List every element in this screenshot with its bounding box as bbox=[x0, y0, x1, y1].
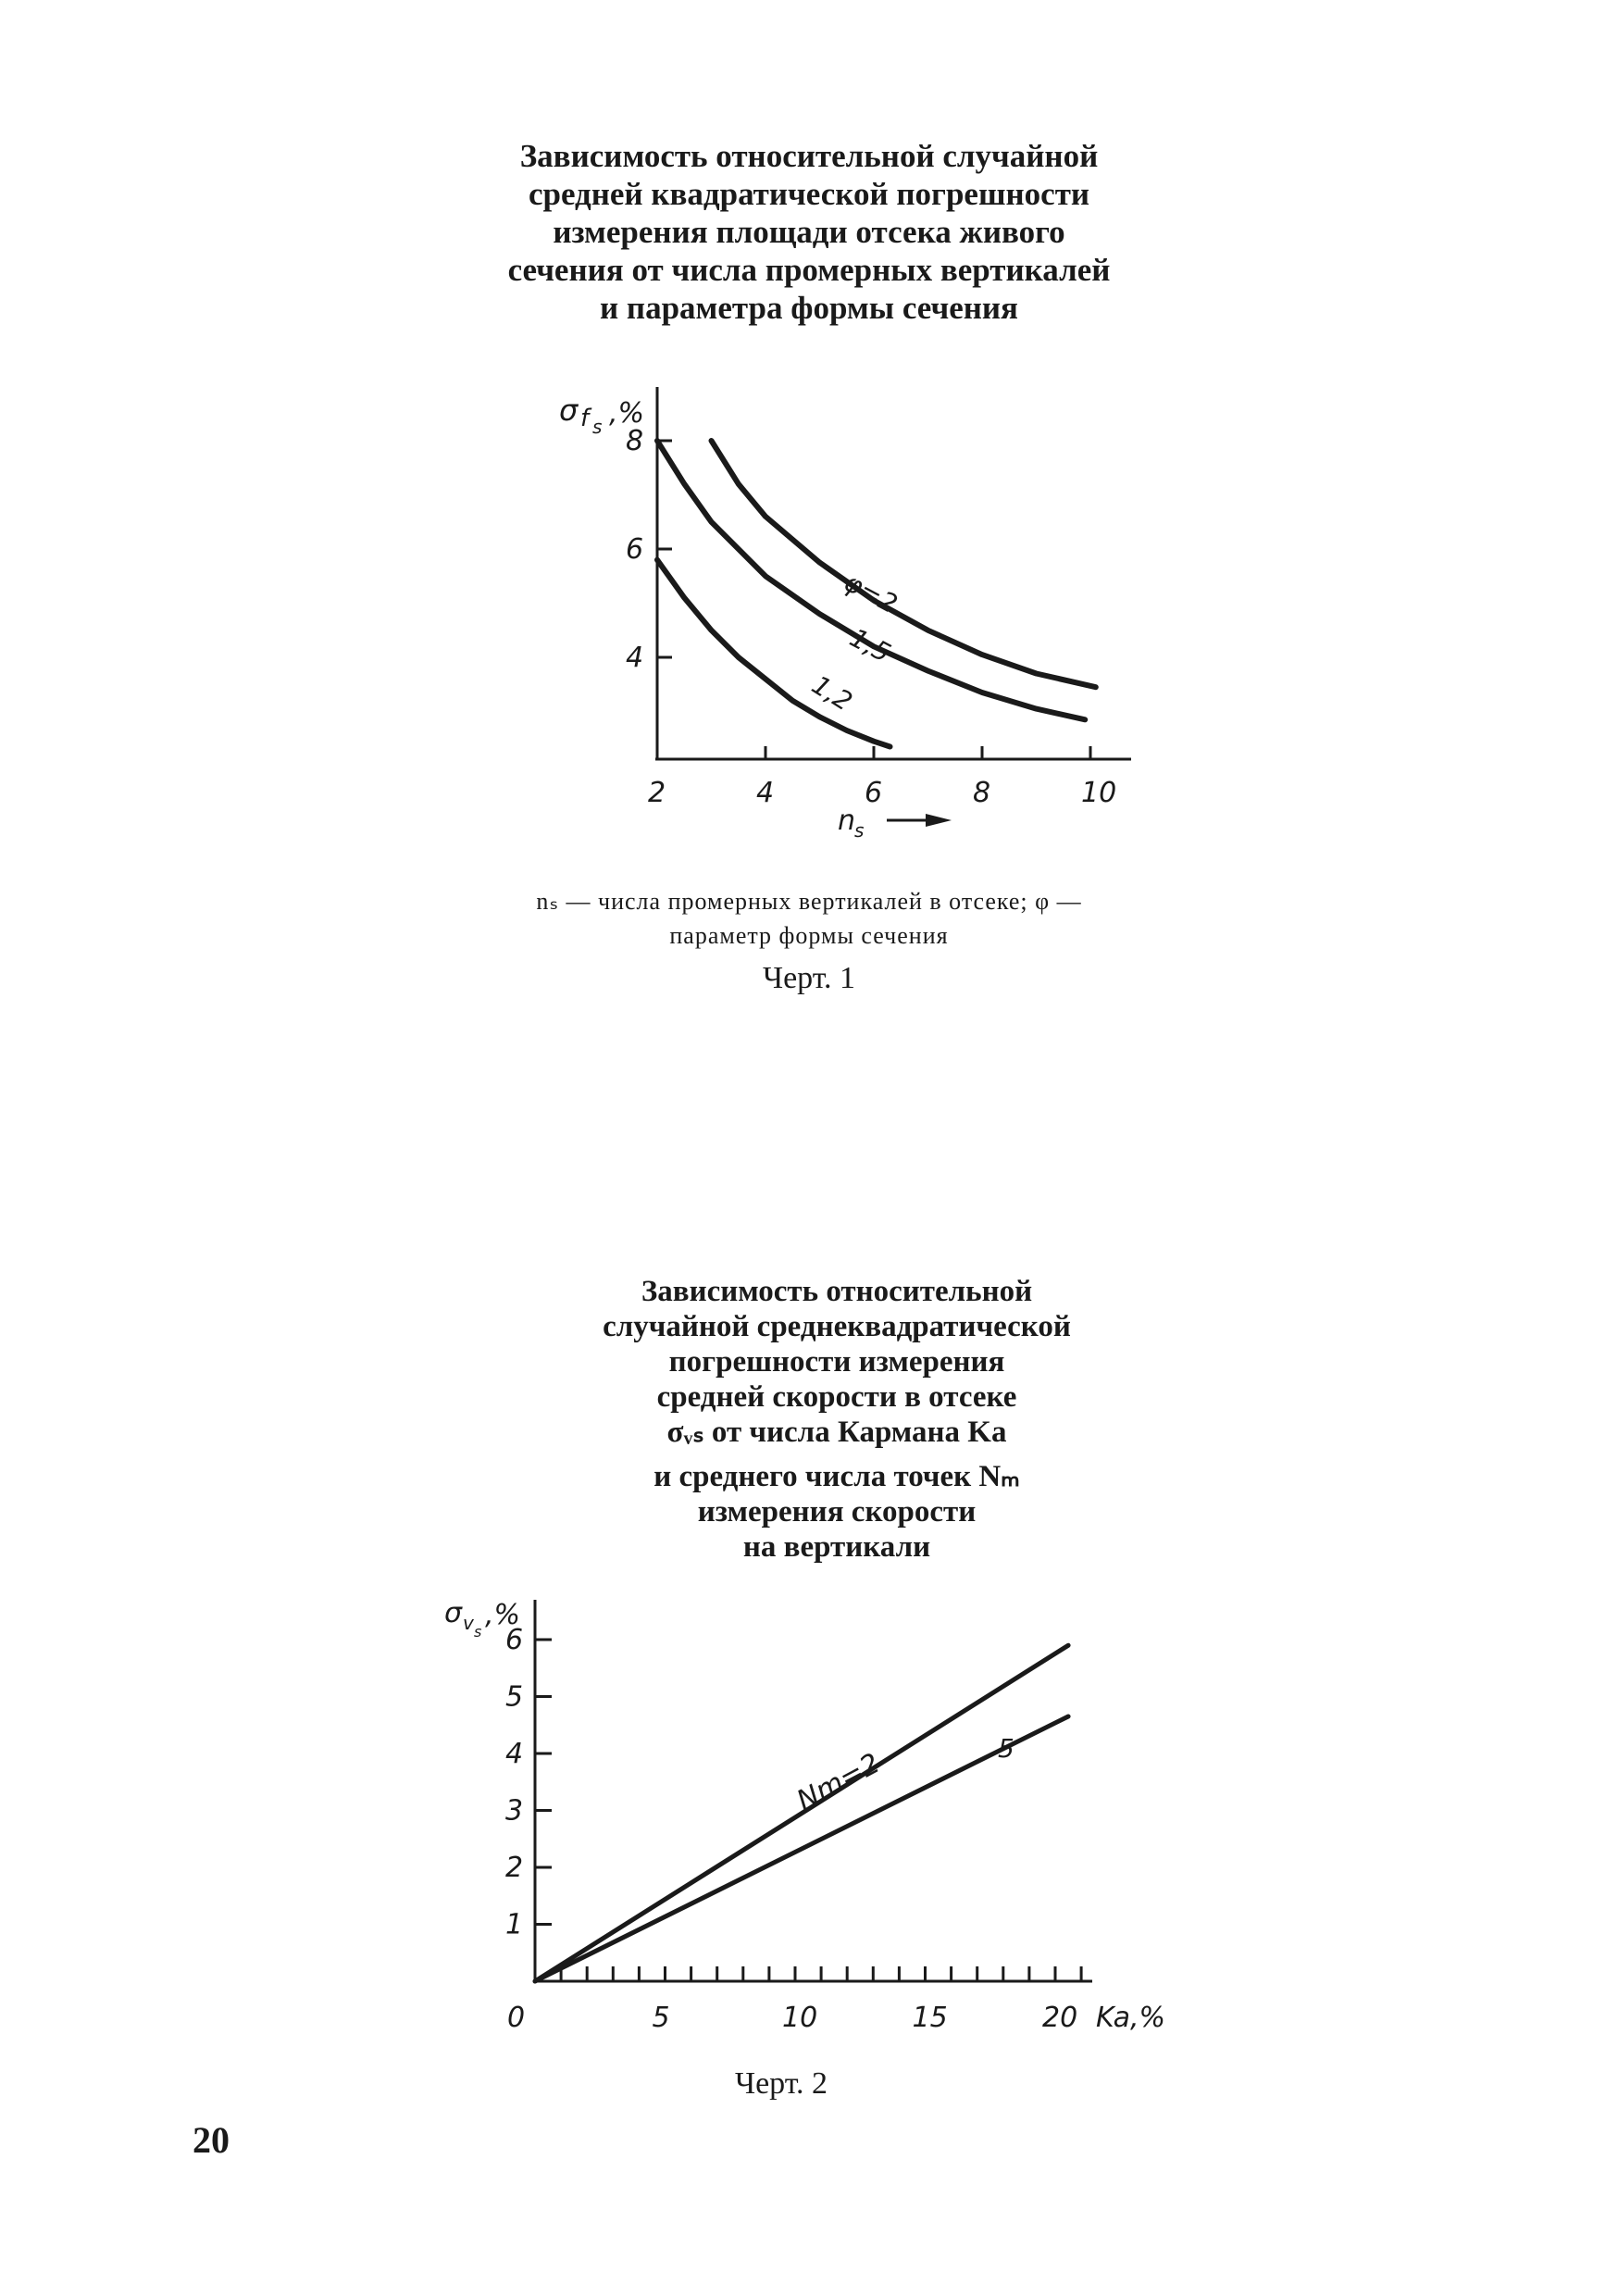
chart2-x-tick-label: 10 bbox=[782, 2002, 818, 2034]
chart1-curve-label-1-5: 1,5 bbox=[844, 622, 896, 669]
chart1-title-line: Зависимость относительной случайной bbox=[519, 138, 1099, 174]
svg-text:v: v bbox=[463, 1612, 474, 1634]
chart1-x-tick-label: 4 bbox=[756, 777, 775, 809]
chart2-x-tick-label: 0 bbox=[507, 2002, 526, 2034]
svg-text:n: n bbox=[838, 805, 856, 837]
chart2-y-tick-label: 2 bbox=[505, 1852, 524, 1884]
chart2-title-line: случайной среднеквадратической bbox=[603, 1310, 1071, 1343]
chart2-title-line: средней скорости в отсеке bbox=[656, 1380, 1017, 1414]
chart2-curve-label-5: 5 bbox=[998, 1733, 1014, 1764]
chart2-x-tick-label: 5 bbox=[652, 2002, 670, 2034]
svg-text:,%: ,% bbox=[609, 397, 645, 430]
chart1-note-line: параметр формы сечения bbox=[669, 922, 949, 949]
chart2-y-tick-label: 4 bbox=[505, 1738, 524, 1770]
chart1-series-line bbox=[712, 441, 1096, 687]
svg-text:s: s bbox=[592, 416, 603, 438]
chart2-title bbox=[531, 1274, 1142, 1565]
svg-text:s: s bbox=[854, 819, 865, 842]
chart2-x-tick-label: 20 bbox=[1042, 2002, 1078, 2034]
chart1-curve-label-1-2: 1,2 bbox=[806, 668, 858, 718]
chart1-y-tick-label: 4 bbox=[626, 642, 644, 674]
chart2-y-tick-label: 6 bbox=[505, 1624, 524, 1656]
chart2-caption: Черт. 2 bbox=[734, 2066, 828, 2101]
chart1-curve-label-phi2: φ=2 bbox=[839, 567, 902, 620]
chart1-x-tick-label: 10 bbox=[1081, 777, 1117, 809]
chart1-y-tick-label: 6 bbox=[626, 533, 644, 566]
chart2-title-line: и среднего числа точек Nₘ bbox=[653, 1460, 1020, 1493]
chart1-title-line: сечения от числа промерных вертикалей bbox=[507, 252, 1111, 288]
chart1-title-line: и параметра формы сечения bbox=[600, 290, 1018, 326]
svg-text:,%: ,% bbox=[485, 1599, 521, 1631]
chart1-note-line: nₛ — числа промерных вертикалей в отсеке; φ — bbox=[536, 888, 1082, 915]
chart2-title-line: измерения скорости bbox=[697, 1495, 977, 1529]
chart2-x-label: Ka,% bbox=[1096, 2002, 1166, 2034]
svg-text:f: f bbox=[580, 405, 590, 432]
chart2-y-tick-label: 1 bbox=[505, 1908, 524, 1941]
chart2-title-line: Зависимость относительной bbox=[641, 1275, 1033, 1308]
chart2-y-tick-label: 5 bbox=[505, 1680, 524, 1714]
chart1-x-tick-label: 8 bbox=[973, 777, 991, 809]
chart1-y-tick-label: 8 bbox=[626, 425, 644, 457]
chart2-x-tick-label: 15 bbox=[912, 2002, 948, 2034]
chart1-title-line: средней квадратической погрешности bbox=[528, 176, 1090, 212]
svg-text:s: s bbox=[474, 1623, 482, 1641]
page-number: 20 bbox=[193, 2119, 230, 2161]
chart1-x-label bbox=[838, 805, 864, 842]
chart2-y-tick-label: 3 bbox=[505, 1794, 524, 1828]
chart1-x-arrow-icon bbox=[887, 814, 952, 827]
chart2-title-line: погрешности измерения bbox=[668, 1345, 1005, 1379]
chart2-curve-label-nm2: Nm=2 bbox=[791, 1747, 886, 1818]
chart1-x-tick-label: 2 bbox=[648, 777, 666, 809]
chart1-caption: Черт. 1 bbox=[762, 961, 856, 995]
chart1-note bbox=[439, 884, 1179, 953]
chart2-title-line: на вертикали bbox=[742, 1530, 931, 1564]
svg-text:σ: σ bbox=[444, 1597, 463, 1629]
chart1-x-tick-label: 6 bbox=[865, 777, 883, 809]
chart1-title-line: измерения площади отсека живого bbox=[553, 214, 1065, 250]
chart2-title-line: σᵥₛ от числа Кармана Ka bbox=[666, 1416, 1007, 1449]
svg-text:σ: σ bbox=[559, 393, 579, 428]
